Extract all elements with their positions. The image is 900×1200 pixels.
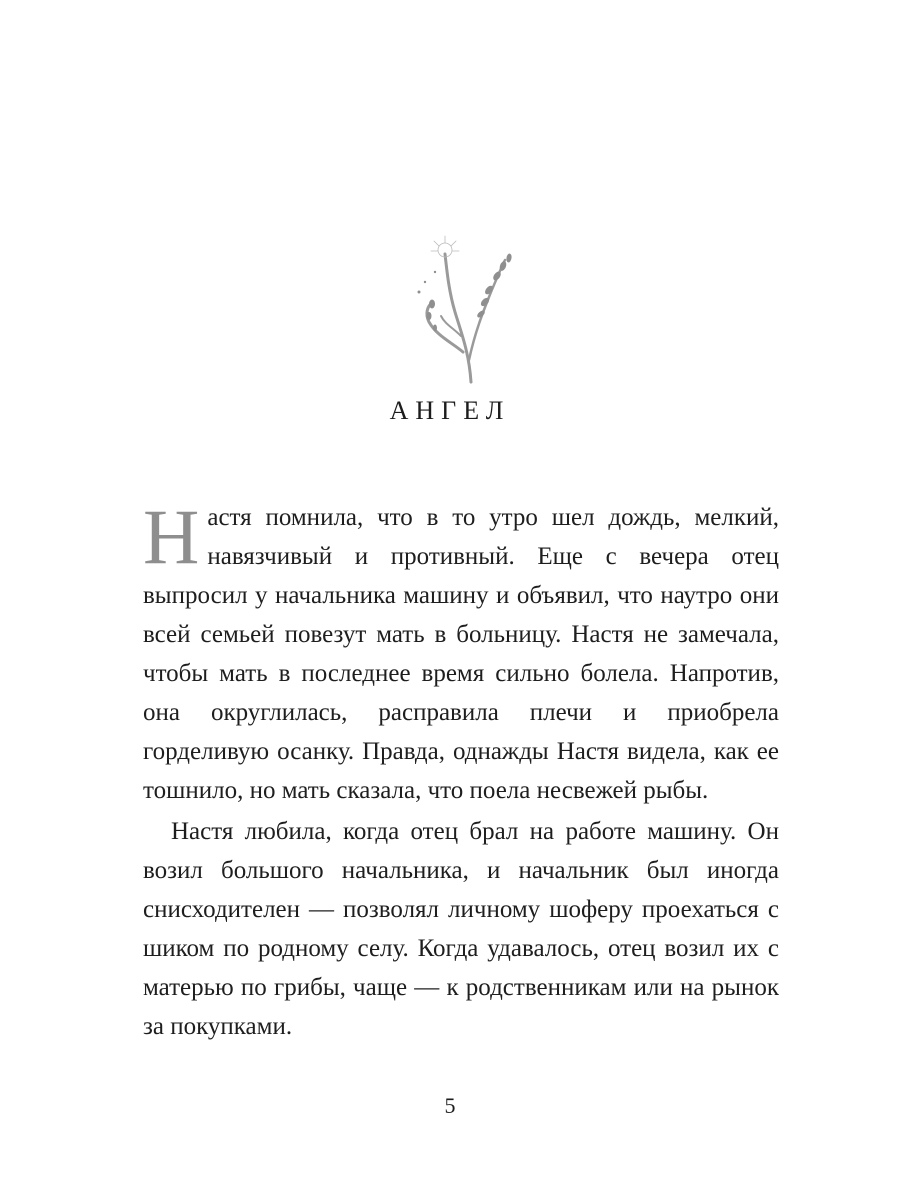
chapter-title: АНГЕЛ xyxy=(389,396,511,425)
body-text xyxy=(143,493,779,1046)
paragraph-text: Настя любила, когда отец брал на работе машину. Он возил большого начальника, и начальник был иногда снисходителен — позволял личному шоферу проехаться с шиком по родному селу. Когда удавалось, отец возил их с матерью по грибы, чаще — к родственникам или на рынок за покупками. xyxy=(143,818,779,1040)
plant-sprig-icon xyxy=(405,232,515,384)
paragraph xyxy=(143,812,779,1046)
drop-cap: Н xyxy=(143,493,200,580)
page-number: 5 xyxy=(444,1093,456,1118)
paragraph-text: астя помнила, что в то утро шел дождь, мелкий, навязчивый и противный. Еще с вечера отец выпросил у начальника машину и объявил, что наутро они всей семьей повезут мать в больницу. Настя не замечала, чтобы мать в последнее время сильно болела. Напротив, она округлилась, расправила плечи и приобрела горделивую осанку. Правда, однажды Настя видела, как ее тошнило, но мать сказала, что поела несвежей рыбы. xyxy=(143,504,779,804)
paragraph xyxy=(143,493,779,810)
